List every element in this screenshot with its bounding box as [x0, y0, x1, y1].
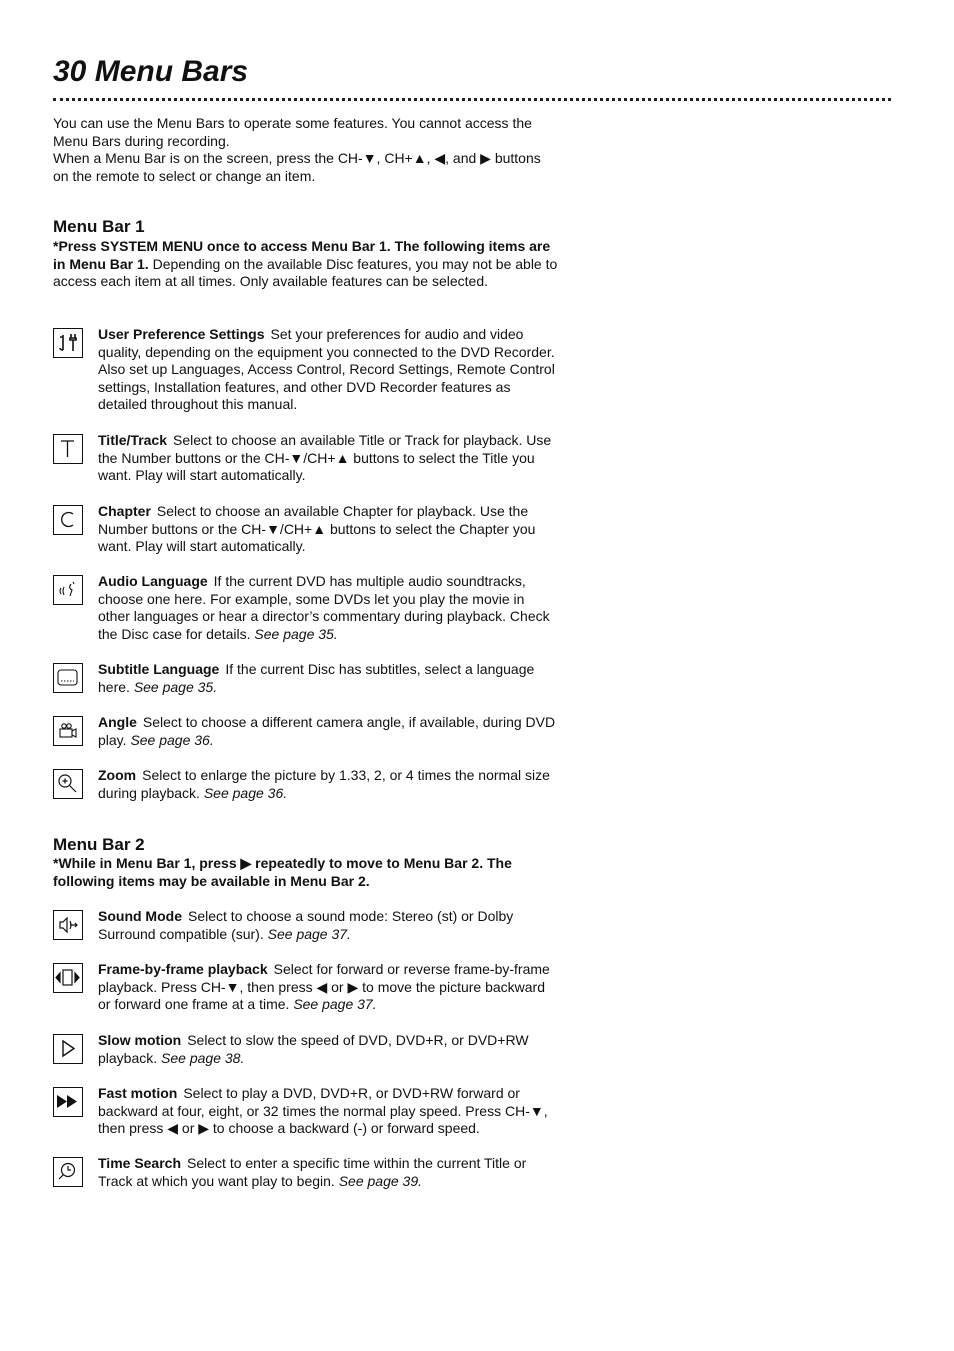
item-desc: Select to choose a sound mode: Stereo (st) or Dolby Surround compatible (sur).	[98, 908, 514, 942]
intro	[53, 115, 559, 185]
item-desc: Select to play a DVD, DVD+R, or DVD+RW forward or backward at four, eight, or 32 times the normal play speed. Press CH-▼, then press ◀ or ▶ to choose a backward (-) or forward speed.	[98, 1085, 548, 1137]
item-page-ref: See page 36.	[203, 784, 288, 801]
item-desc: Select to choose a different camera angle, if available, during DVD play.	[98, 714, 556, 748]
item-term: Chapter	[98, 503, 151, 519]
item-text	[98, 1032, 560, 1067]
time-search-icon	[53, 1157, 83, 1187]
menu-bar-2-lead-bold: *While in Menu Bar 1, press ▶ repeatedly to move to Menu Bar 2. The following items may be available in Menu Bar 2.	[53, 855, 512, 889]
menu-bar-1-heading: Menu Bar 1	[53, 217, 145, 236]
item-text	[98, 767, 560, 802]
item-text	[98, 326, 560, 414]
item-desc: Select to choose an available Chapter for playback. Use the Number buttons or the CH-▼/CH+▲ buttons to select the Chapter you want. Play will start automatically.	[98, 503, 536, 555]
item-desc: Set your preferences for audio and video quality, depending on the equipment you connected to the DVD Recorder. Also set up Languages, Access Control, Record Settings, Remote Control settings, Installation features, and other DVD Recorder features as detailed throughout this manual.	[98, 326, 555, 413]
item-page-ref: See page 37.	[293, 996, 377, 1013]
item-page-ref: See page 36.	[130, 731, 214, 748]
menu-bar-1-lead	[53, 238, 559, 291]
chapter-C-icon	[53, 505, 83, 535]
item-text	[98, 573, 560, 643]
item-term: Time Search	[98, 1155, 182, 1171]
item-text	[98, 661, 560, 696]
item-desc: Select to slow the speed of DVD, DVD+R, or DVD+RW playback.	[98, 1032, 529, 1066]
item-text	[98, 432, 560, 485]
item-term: Subtitle Language	[98, 661, 220, 677]
item-desc: Select to enter a specific time within the current Title or Track at which you want play to begin.	[98, 1155, 527, 1189]
dotted-divider	[53, 98, 891, 101]
item-term: Angle	[98, 714, 137, 730]
frame-by-frame-icon	[53, 963, 83, 993]
item-text	[98, 961, 560, 1014]
item-desc: Select to enlarge the picture by 1.33, 2, or 4 times the normal size during playback.	[98, 767, 550, 801]
item-page-ref: See page 39.	[338, 1172, 423, 1189]
item-term: Fast motion	[98, 1085, 178, 1101]
item-page-ref: See page 35.	[133, 678, 218, 695]
slow-motion-icon	[53, 1034, 83, 1064]
page-title: 30 Menu Bars	[53, 55, 249, 88]
fast-motion-icon	[53, 1087, 83, 1117]
item-term: Zoom	[98, 767, 137, 783]
item-text	[98, 908, 560, 943]
item-term: Sound Mode	[98, 908, 182, 924]
item-text	[98, 714, 560, 749]
menu-bar-2-lead	[53, 855, 559, 890]
item-term: Audio Language	[98, 573, 208, 589]
title-T-icon	[53, 434, 83, 464]
item-term: Slow motion	[98, 1032, 182, 1048]
intro-paragraph-1: You can use the Menu Bars to operate some features. You cannot access the Menu Bars during recording.	[53, 115, 532, 149]
zoom-icon	[53, 769, 83, 799]
item-text	[98, 1085, 560, 1138]
camera-angle-icon	[53, 716, 83, 746]
menu-bar-1-lead-rest: Depending on the available Disc features, you may not be able to access each item at all times. Only available features can be selected.	[53, 255, 558, 290]
item-page-ref: See page 37.	[267, 925, 351, 942]
sound-mode-icon	[53, 910, 83, 940]
menu-bar-1-lead-bold: *Press SYSTEM MENU once to access Menu Bar 1. The following items are in Menu Bar 1.	[53, 238, 551, 272]
item-desc: Select to choose an available Title or Track for playback. Use the Number buttons or the CH-▼/CH+▲ buttons to select the Title you want. Play will start automatically.	[98, 432, 552, 484]
item-desc: If the current Disc has subtitles, select a language here.	[98, 661, 535, 695]
item-term: User Preference Settings	[98, 326, 265, 342]
item-term: Title/Track	[98, 432, 168, 448]
item-text	[98, 1155, 560, 1190]
item-text	[98, 503, 560, 556]
intro-paragraph-2: When a Menu Bar is on the screen, press the CH-▼, CH+▲, ◀, and ▶ buttons on the remote to select or change an item.	[53, 150, 541, 184]
tools-icon	[53, 328, 83, 358]
menu-bar-2-heading: Menu Bar 2	[53, 835, 145, 854]
item-term: Frame-by-frame playback	[98, 961, 268, 977]
item-desc: If the current DVD has multiple audio soundtracks, choose one here. For example, some DVDs let you play the movie in other languages or hear a director’s commentary during playback. Check the Disc case for details.	[98, 573, 550, 642]
item-desc: Select for forward or reverse frame-by-frame playback. Press CH-▼, then press ◀ or ▶ to move the picture backward or forward one frame at a time.	[98, 961, 550, 1013]
subtitle-icon	[53, 663, 83, 693]
item-page-ref: See page 35.	[254, 625, 338, 642]
audio-language-icon	[53, 575, 83, 605]
item-page-ref: See page 38.	[161, 1049, 245, 1066]
